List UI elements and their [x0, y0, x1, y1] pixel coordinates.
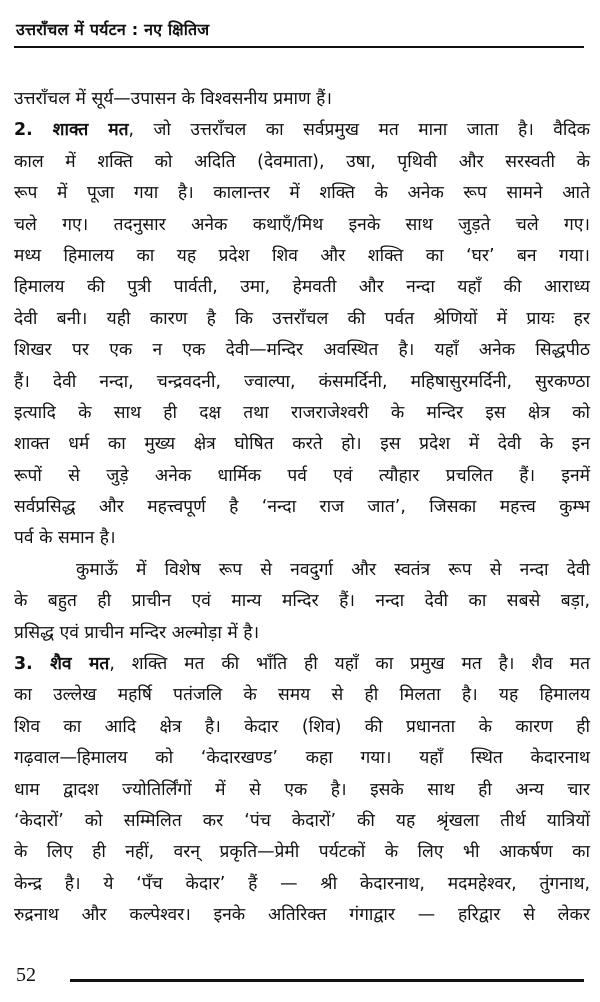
text-line-25: के लिए ही नहीं, वरन् प्रकृति—प्रेमी पर्यटकों के लिए भी आकर्षण का: [14, 842, 590, 863]
text-line-12: शाक्त धर्म का मुख्य क्षेत्र घोषित करते हो। इस प्रदेश में देवी के इन: [14, 434, 590, 455]
text-line-18: प्रसिद्ध एवं प्राचीन मन्दिर अल्मोड़ा में है।: [14, 622, 260, 643]
text-line-2-rest: , जो उत्तराँचल का सर्वप्रमुख मत माना जाता है। वैदिक: [128, 120, 590, 141]
section-heading-shaiv: 3. शैव मत: [14, 654, 110, 675]
text-line-8: देवी बनी। यही कारण है कि उत्तराँचल की पर्वत श्रेणियों में प्रायः हर: [14, 308, 590, 329]
text-line-9: शिखर पर एक न एक देवी—मन्दिर अवस्थित है। यहाँ अनेक सिद्धपीठ: [14, 340, 590, 361]
text-line-6: मध्य हिमालय का यह प्रदेश शिव और शक्ति का ‘घर’ बन गया।: [14, 245, 590, 266]
text-line-5: चले गए। तदनुसार अनेक कथाएँ/मिथ इनके साथ जुड़ते चले गए।: [14, 214, 590, 235]
text-line-4: रूप में पूजा गया है। कालान्तर में शक्ति के अनेक रूप सामने आते: [14, 183, 590, 204]
text-line-1: उत्तराँचल में सूर्य—उपासन के विश्वसनीय प्रमाण हैं।: [14, 89, 332, 109]
text-line-14: सर्वप्रसिद्ध और महत्त्वपूर्ण है ‘नन्दा राज जात’, जिसका महत्त्व कुम्भ: [14, 497, 590, 518]
text-line-17: के बहुत ही प्राचीन एवं मान्य मन्दिर हैं। नन्दा देवी का सबसे बड़ा,: [14, 591, 590, 612]
text-line-11: इत्यादि के साथ ही दक्ष तथा राजराजेश्वरी के मन्दिर इस क्षेत्र को: [14, 402, 590, 423]
text-line-3: काल में शक्ति को अदिति (देवमाता), उषा, पृथिवी और सरस्वती के: [14, 151, 590, 172]
header-rule: [14, 46, 584, 48]
text-line-22: गढ़वाल—हिमालय को ‘केदारखण्ड’ कहा गया। यहाँ स्थित केदारनाथ: [14, 748, 590, 769]
text-line-15: पर्व के समान है।: [14, 528, 116, 549]
text-line-21: शिव का आदि क्षेत्र है। केदार (शिव) की प्रधानता के कारण ही: [14, 716, 590, 737]
text-line-23: धाम द्वादश ज्योतिर्लिंगों में से एक है। इसके साथ ही अन्य चार: [14, 779, 590, 800]
body-text: [14, 84, 590, 932]
text-line-27: रुद्रनाथ और कल्पेश्वर। इनके अतिरिक्त गंगाद्वार — हरिद्वार से लेकर: [14, 905, 590, 926]
section-heading-shakt: 2. शाक्त मत: [14, 120, 129, 141]
text-line-10: हैं। देवी नन्दा, चन्द्रवदनी, ज्वाल्पा, कंसमर्दिनी, महिषासुरमर्दिनी, सुरकण्ठा: [14, 371, 590, 392]
text-line-19: [14, 649, 590, 680]
page-number: 52: [16, 964, 36, 986]
text-line-16: कुमाऊँ में विशेष रूप से नवदुर्गा और स्वतंत्र रूप से नन्दा देवी: [76, 559, 590, 580]
text-line-2: [14, 115, 590, 146]
running-head-title: उत्तराँचल में पर्यटन : नए क्षितिज: [16, 20, 210, 39]
footer-rule: [70, 979, 584, 982]
text-line-20: का उल्लेख महर्षि पतंजलि के समय से ही मिलता है। यह हिमालय: [14, 685, 590, 706]
text-line-7: हिमालय की पुत्री पार्वती, उमा, हेमवती और नन्दा यहाँ की आराध्य: [14, 277, 590, 298]
text-line-13: रूपों से जुड़े अनेक धार्मिक पर्व एवं त्यौहार प्रचलित हैं। इनमें: [14, 465, 590, 486]
text-line-26: केन्द्र है। ये ‘पँच केदार’ हैं — श्री केदारनाथ, मदमहेश्वर, तुंगनाथ,: [14, 873, 590, 894]
text-line-19-rest: , शक्ति मत की भाँति ही यहाँ का प्रमुख मत है। शैव मत: [109, 654, 591, 675]
text-line-24: ‘केदारों’ को सम्मिलित कर ‘पंच केदारों’ की यह श्रृंखला तीर्थ यात्रियों: [14, 810, 590, 831]
